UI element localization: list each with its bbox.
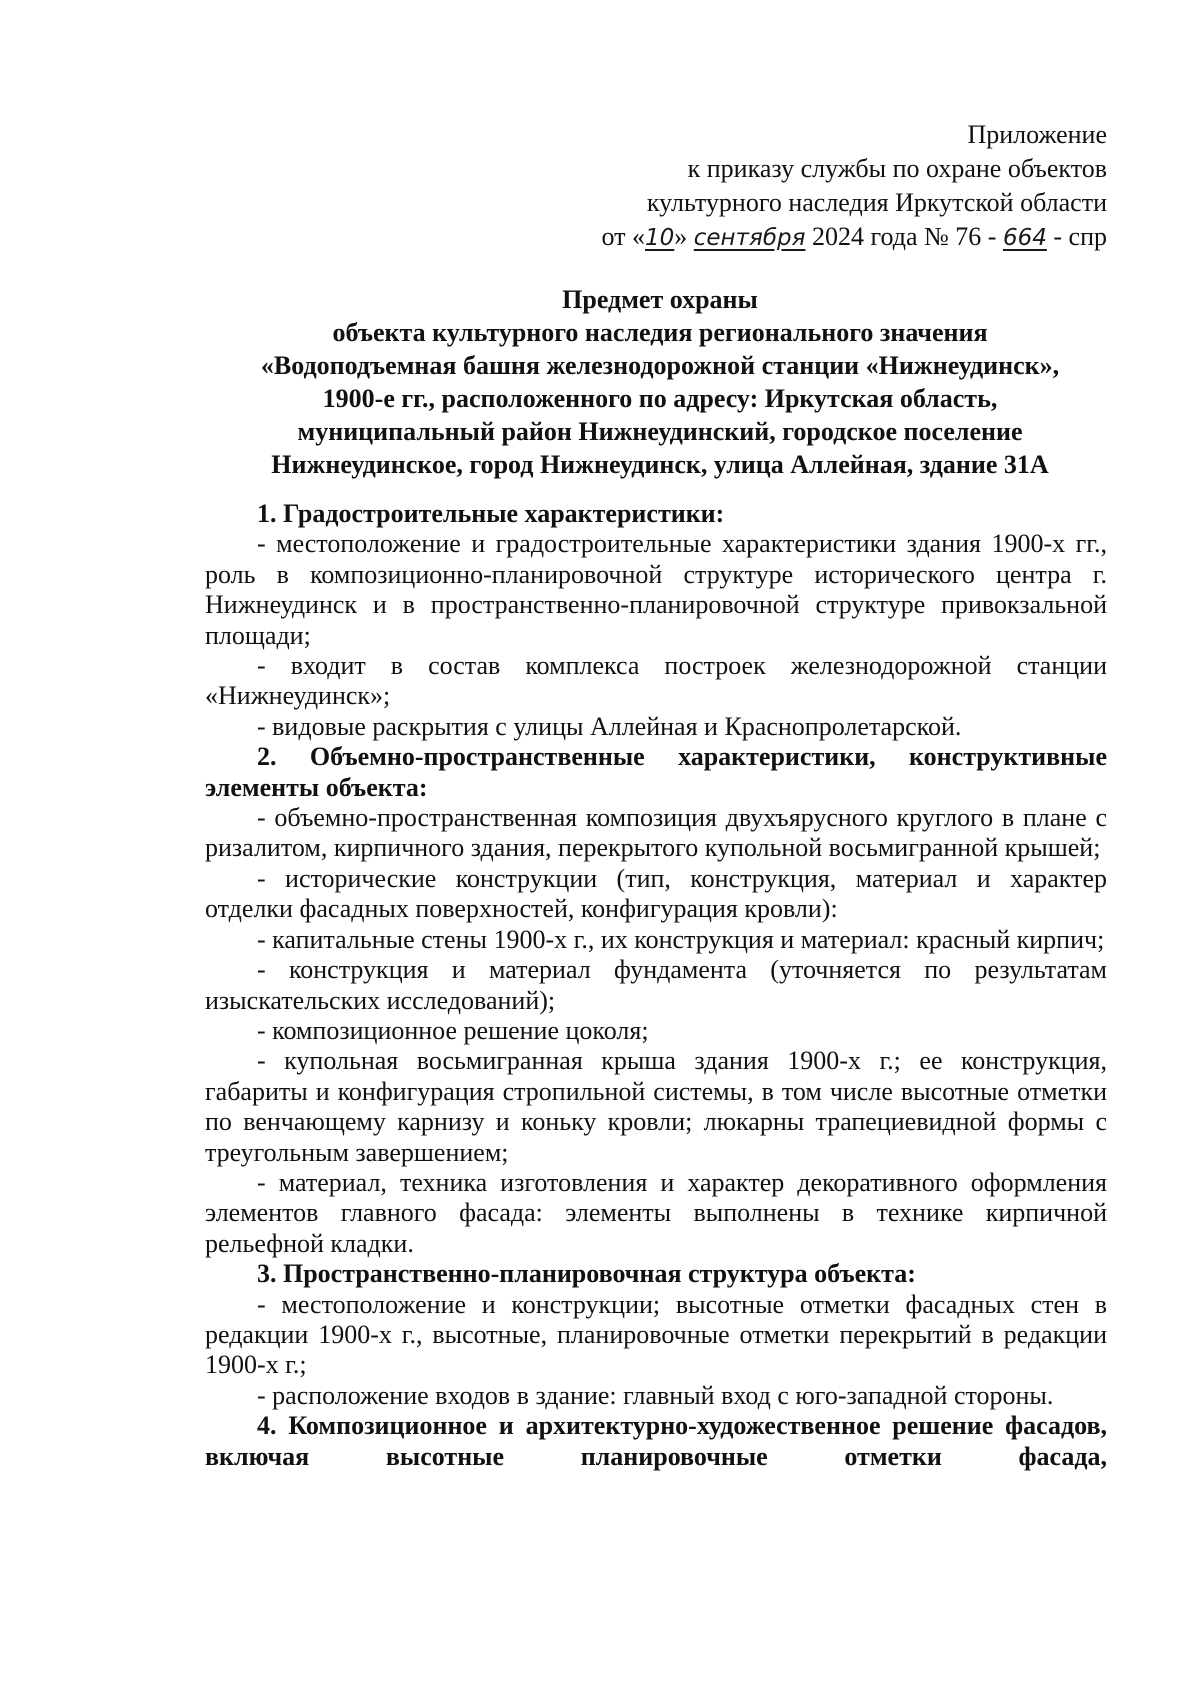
section-2-item: - объемно-пространственная композиция двухъярусного круглого в плане с ризалитом, кирпичного здания, перекрытого купольной восьмигранной крышей; <box>205 803 1107 863</box>
section-1-heading: 1. Градостроительные характеристики: <box>257 499 725 528</box>
section-2-item: - материал, техника изготовления и характер декоративного оформления элементов главного фасада: элементы выполнены в технике кирпичной рельефной кладки. <box>205 1167 1107 1258</box>
section-2-item: - капитальные стены 1900-х г., их конструкция и материал: красный кирпич; <box>257 924 1105 954</box>
section-2-item: - композиционное решение цоколя; <box>257 1015 649 1045</box>
section-1-item: - местоположение и градостроительные характеристики здания 1900-х гг., роль в композиционно-планировочной структуре исторического центра г. Нижнеудинск и в пространственно-планировочной структуре привокзальной площади; <box>205 529 1107 650</box>
appendix-line-agency: культурного наследия Иркутской области <box>646 188 1107 217</box>
section-2-item: - купольная восьмигранная крыша здания 1900-х г.; ее конструкция, габариты и конфигурация стропильной системы, в том числе высотные отметки по венчающему карнизу и коньку кровли; люкарны трапециевидной формы с треугольным завершением; <box>205 1046 1107 1167</box>
section-3-item: - местоположение и конструкции; высотные отметки фасадных стен в редакции 1900-х г., высотные, планировочные отметки перекрытий в редакции 1900-х г.; <box>205 1289 1107 1380</box>
section-1-item: - видовые раскрытия с улицы Аллейная и Краснопролетарской. <box>257 711 962 741</box>
section-4-heading: 4. Композиционное и архитектурно-художественное решение фасадов, включая высотные планировочные отметки фасада, <box>205 1411 1107 1471</box>
section-2-item: - конструкция и материал фундамента (уточняется по результатам изыскательских исследований); <box>205 955 1107 1015</box>
title-line-2: объекта культурного наследия регионального значения <box>332 318 988 347</box>
section-2-item: - исторические конструкции (тип, конструкция, материал и характер отделки фасадных поверхностей, конфигурация кровли): <box>205 863 1107 924</box>
appendix-line-order: к приказу службы по охране объектов <box>687 154 1107 183</box>
date-prefix: от « <box>601 222 645 251</box>
section-3-heading: 3. Пространственно-планировочная структура объекта: <box>257 1259 916 1289</box>
title-line-4: 1900-е гг., расположенного по адресу: Иркутская область, <box>322 384 998 413</box>
appendix-header <box>407 118 1107 255</box>
title-line-5: муниципальный район Нижнеудинский, городское поселение <box>297 417 1023 446</box>
title-line-3: «Водоподъемная башня железнодорожной станции «Нижнеудинск», <box>260 351 1060 380</box>
handwritten-number: 664 <box>1002 225 1047 251</box>
document-body <box>205 499 1107 1472</box>
title-line-1: Предмет охраны <box>562 285 758 314</box>
date-mid: » <box>674 222 694 251</box>
section-1-item: - входит в состав комплекса построек железнодорожной станции «Нижнеудинск»; <box>205 651 1107 711</box>
date-year: 2024 года № 76 - <box>805 222 1003 251</box>
section-2-heading: 2. Объемно-пространственные характеристики, конструктивные элементы объекта: <box>205 742 1107 802</box>
section-3-item: - расположение входов в здание: главный вход с юго-западной стороны. <box>257 1380 1054 1410</box>
handwritten-day: 10 <box>644 225 675 251</box>
handwritten-month: сентября <box>693 225 806 251</box>
appendix-date-line <box>407 220 1107 255</box>
appendix-title: Приложение <box>967 120 1107 149</box>
order-suffix: - спр <box>1046 222 1107 251</box>
document-title <box>200 283 1120 481</box>
title-line-6: Нижнеудинское, город Нижнеудинск, улица Аллейная, здание 31А <box>271 450 1049 479</box>
